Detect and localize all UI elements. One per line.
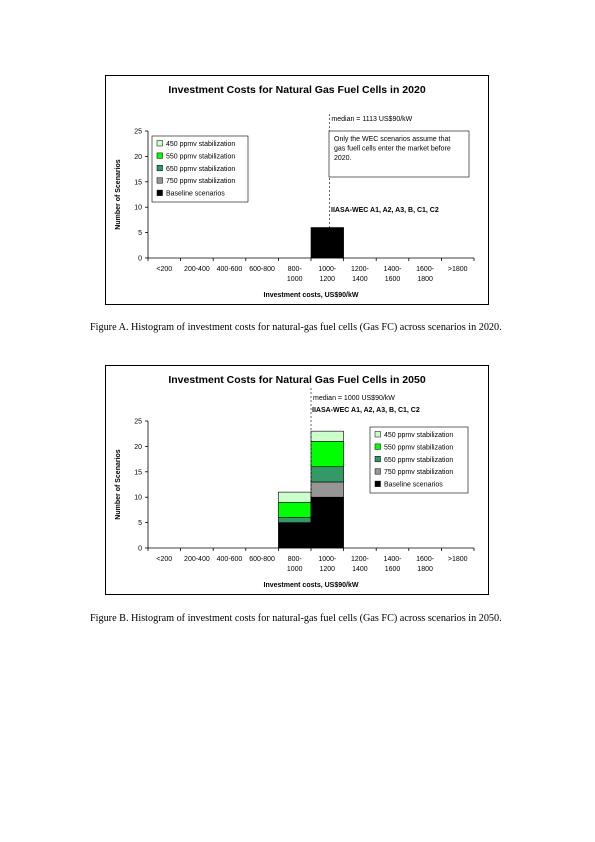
x-tick-label [416,266,435,283]
annotation-note-line: 2020. [334,155,352,162]
x-tick-label: <200 [156,556,173,563]
y-tick-label: 5 [138,230,142,238]
figure-a-caption: Figure A. Histogram of investment costs for natural-gas fuel cells (Gas FC) across scenarios in 2020. [90,322,502,333]
legend-entry: 450 ppmv stabilization [384,432,454,439]
legend-entry: 550 ppmv stabilization [384,444,454,452]
y-tick-label: 25 [134,128,142,136]
x-tick-label [416,556,435,573]
y-tick-label: 5 [138,520,142,528]
x-tick-label-line: 1600- [416,556,435,563]
bar-segment [311,431,344,441]
x-tick-label-line: 1200- [350,266,369,273]
x-tick-label: 400-600 [216,556,243,563]
legend-swatch [157,165,163,171]
x-tick-label: 200-400 [184,266,210,273]
legend-entry: 750 ppmv stabilization [384,469,454,477]
legend-swatch [157,178,163,184]
x-tick-label-line: 1400- [383,556,402,563]
legend-entry: 450 ppmv stabilization [166,141,236,148]
x-tick-label [351,556,370,573]
y-tick-label: 15 [134,469,142,477]
x-tick-label-line: 1400 [352,276,368,283]
bar-segment [278,518,311,523]
y-tick-label: 10 [134,204,142,212]
legend-entry: Baseline scenarios [166,190,225,198]
x-tick-label [384,556,403,573]
x-tick-label-line: 1800 [417,566,433,573]
legend-swatch [157,141,163,147]
x-tick-label-line: 1200 [319,566,336,573]
bar-segment [311,482,344,497]
x-axis-label: Investment costs, US$90/kW [263,292,359,299]
legend-entry: 550 ppmv stabilization [166,153,236,161]
x-tick-label-line: 1600 [384,566,401,573]
x-tick-label-line: 1200- [350,556,369,563]
x-tick-label-line: 1000 [286,276,303,283]
x-tick-label [318,266,337,283]
legend-swatch [375,481,381,487]
legend-swatch [375,432,381,438]
bar-segment [311,497,344,548]
x-tick-label [384,266,403,283]
bar-segment [311,228,344,258]
median-label: median = 1113 US$90/kW [331,116,413,123]
legend-entry: 650 ppmv stabilization [166,165,236,173]
y-tick-label: 0 [138,545,142,553]
x-tick-label-line: 1600- [416,266,435,273]
bar-segment [278,502,311,517]
annotation-models: IIASA-WEC A1, A2, A3, B, C1, C2 [312,407,420,414]
y-axis-label: Number of Scenarios [115,449,122,520]
x-tick-label: 600-800 [249,266,275,273]
x-tick-label-line: 1000- [318,266,337,273]
bar-segment [278,523,311,548]
chart-2020 [105,75,489,305]
annotation-note-line: Only the WEC scenarios assume that [334,136,451,143]
legend-swatch [375,469,381,475]
x-tick-label-line: 1400 [352,566,368,573]
legend [370,427,468,493]
bar-segment [311,467,344,482]
x-tick-label-line: 800- [287,556,302,563]
legend-swatch [157,190,163,196]
x-tick-label: <200 [156,266,173,273]
x-tick-label-line: 800- [287,266,302,273]
legend-swatch [375,456,381,462]
chart-2050 [105,365,489,595]
chart-2050-svg [106,366,488,594]
x-tick-label [351,266,370,283]
figure-b-caption: Figure B. Histogram of investment costs for natural-gas fuel cells (Gas FC) across scenarios in 2050. [90,613,502,624]
legend-entry: 750 ppmv stabilization [166,178,236,186]
chart-title: Investment Costs for Natural Gas Fuel Cells in 2020 [168,84,426,96]
x-tick-label-line: 1200 [319,276,336,283]
x-tick-label: >1800 [447,556,468,563]
x-tick-label [318,556,337,573]
annotation-models: IIASA-WEC A1, A2, A3, B, C1, C2 [331,207,439,214]
y-tick-label: 20 [134,153,142,161]
x-tick-label: 400-600 [216,266,243,273]
y-axis-label: Number of Scenarios [115,159,122,230]
y-tick-label: 20 [134,443,142,451]
x-tick-label: 600-800 [249,556,275,563]
x-tick-label-line: 1000- [318,556,337,563]
median-label: median = 1000 US$90/kW [313,395,395,402]
bar-segment [278,492,311,502]
x-tick-label-line: 1800 [417,276,433,283]
y-tick-label: 0 [138,255,142,263]
annotation-note-line: gas fuell cells enter the market before [334,145,451,153]
x-tick-label-line: 1400- [383,266,402,273]
x-tick-label-line: 1000 [286,566,303,573]
x-tick-label: >1800 [447,266,468,273]
legend-entry: 650 ppmv stabilization [384,456,454,464]
chart-2020-svg [106,76,488,304]
legend-entry: Baseline scenarios [384,481,443,489]
chart-title: Investment Costs for Natural Gas Fuel Cells in 2050 [168,374,426,386]
y-tick-label: 25 [134,418,142,426]
x-tick-label: 200-400 [184,556,210,563]
x-tick-label-line: 1600 [384,276,401,283]
y-tick-label: 10 [134,494,142,502]
legend-swatch [157,153,163,159]
x-tick-label [287,556,303,573]
y-tick-label: 15 [134,179,142,187]
x-axis-label: Investment costs, US$90/kW [263,582,359,589]
bar-segment [311,441,344,466]
legend [152,136,248,202]
x-tick-label [287,266,303,283]
legend-swatch [375,444,381,450]
